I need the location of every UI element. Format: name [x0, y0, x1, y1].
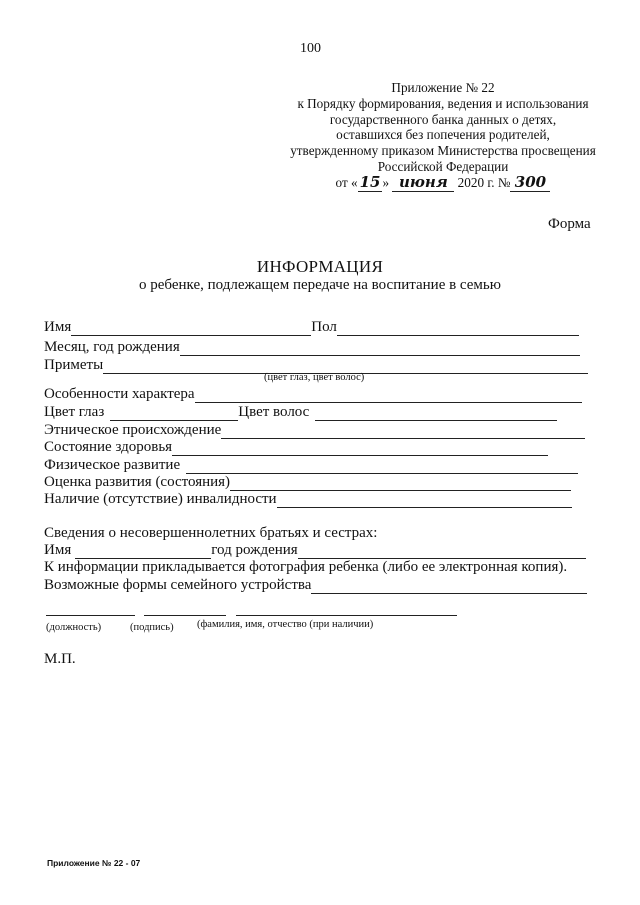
character-field-line[interactable]: [195, 388, 582, 403]
eye-color-label: Цвет глаз: [44, 404, 105, 420]
position-sign-line[interactable]: [46, 603, 135, 616]
position-caption: (должность): [46, 622, 102, 633]
features-label: Приметы: [44, 357, 104, 373]
birth-row: [44, 338, 580, 356]
siblings-heading-text: Сведения о несовершеннолетних братьях и сестрах:: [44, 525, 378, 541]
appendix-line: к Порядку формирования, ведения и использования: [297, 95, 589, 111]
ethnic-label: Этническое происхождение: [44, 422, 222, 438]
features-hint: (цвет глаз, цвет волос): [264, 372, 365, 383]
character-label: Особенности характера: [44, 386, 195, 402]
appendix-line: утвержденному приказом Министерства просвещения: [290, 143, 596, 159]
appendix-line: государственного банка данных о детях,: [329, 111, 557, 127]
date-year: 2020 г. №: [457, 174, 511, 190]
name-sex-row: [44, 318, 579, 336]
assessment-field-line[interactable]: [230, 476, 571, 491]
disability-row: [44, 490, 572, 508]
disability-field-line[interactable]: [277, 493, 572, 508]
siblings-heading: [44, 524, 377, 542]
document-subtitle: о ребенке, подлежащем передаче на воспитание в семью: [139, 277, 501, 293]
name-label: Имя: [44, 319, 72, 335]
siblings-row: [44, 541, 586, 559]
ethnic-row: [44, 421, 585, 439]
physical-label: Физическое развитие: [44, 457, 181, 473]
page-footer: Приложение № 22 - 07: [47, 858, 141, 868]
photo-note-row: [44, 558, 567, 576]
physical-field-line[interactable]: [186, 459, 578, 474]
siblings-birth-field-line[interactable]: [298, 544, 586, 559]
order-number: 300: [510, 175, 550, 192]
birth-label: Месяц, год рождения: [44, 339, 180, 355]
signature-caption: (подпись): [130, 622, 174, 633]
page-number: 100: [300, 41, 321, 56]
appendix-line: оставшихся без попечения родителей,: [336, 127, 550, 143]
stamp-place: М.П.: [44, 651, 76, 667]
sex-field-line[interactable]: [337, 321, 579, 336]
hair-color-field-line[interactable]: [315, 406, 557, 421]
ethnic-field-line[interactable]: [221, 424, 585, 439]
eye-hair-row: [44, 403, 557, 421]
assessment-row: [44, 473, 571, 491]
document-title: ИНФОРМАЦИЯ: [256, 257, 384, 276]
birth-field-line[interactable]: [180, 341, 580, 356]
photo-note: К информации прикладывается фотография ребенка (либо ее электронная копия).: [44, 559, 568, 575]
date-prefix: от «: [335, 174, 358, 190]
order-date-line: [288, 172, 598, 192]
appendix-line: Российской Федерации: [377, 158, 509, 174]
siblings-birth-label: год рождения: [211, 542, 298, 558]
health-row: [44, 438, 548, 456]
health-label: Состояние здоровья: [44, 439, 173, 455]
date-day: 15: [359, 172, 381, 191]
date-mid: »: [382, 174, 390, 190]
fullname-sign-line[interactable]: [236, 603, 457, 616]
health-field-line[interactable]: [172, 441, 548, 456]
date-month: июня: [392, 175, 454, 192]
eye-color-field-line[interactable]: [110, 406, 238, 421]
form-label: Форма: [548, 216, 591, 232]
disability-label: Наличие (отсутствие) инвалидности: [44, 491, 277, 507]
name-field-line[interactable]: [71, 321, 311, 336]
siblings-name-label: Имя: [44, 542, 72, 558]
appendix-header: [288, 80, 598, 192]
siblings-name-field-line[interactable]: [75, 544, 211, 559]
assessment-label: Оценка развития (состояния): [44, 474, 231, 490]
fullname-caption: (фамилия, имя, отчество (при наличии): [197, 619, 374, 630]
family-forms-field-line[interactable]: [311, 579, 587, 594]
signature-sign-line[interactable]: [144, 603, 226, 616]
hair-color-label: Цвет волос: [238, 404, 310, 420]
sex-label: Пол: [311, 319, 337, 335]
appendix-line: Приложение № 22: [391, 80, 495, 95]
physical-row: [44, 456, 578, 474]
family-forms-label: Возможные формы семейного устройства: [44, 577, 312, 593]
character-row: [44, 385, 582, 403]
family-forms-row: [44, 576, 587, 594]
